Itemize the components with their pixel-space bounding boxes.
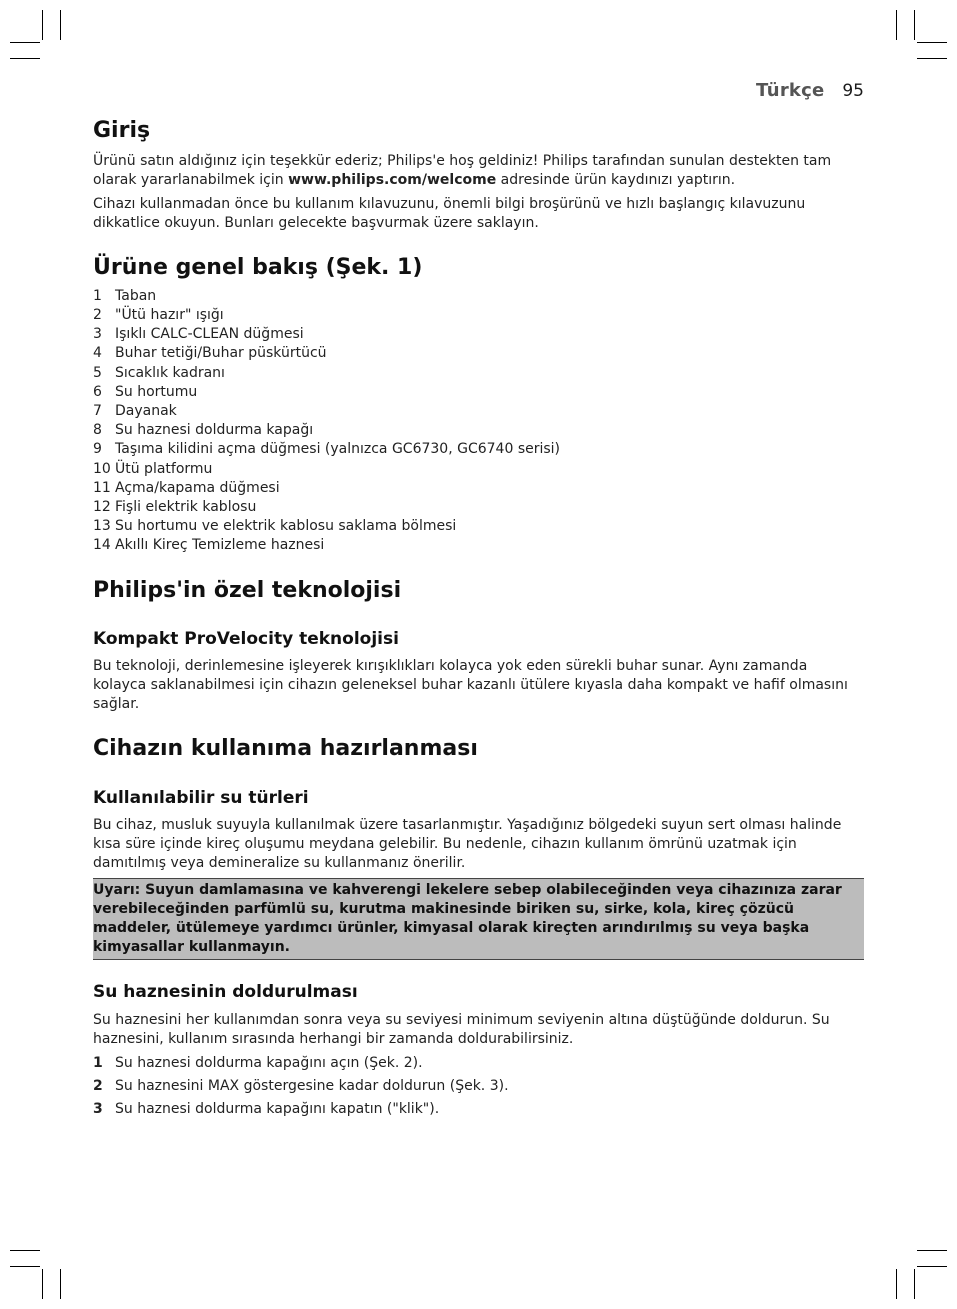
overview-list	[93, 287, 864, 556]
preparation-section	[93, 736, 864, 1118]
technology-title: Philips'in özel teknolojisi	[93, 577, 402, 603]
list-item	[93, 287, 864, 306]
crop-mark	[10, 1266, 40, 1267]
list-item-number: 13	[93, 518, 111, 535]
list-item-label: Buhar tetiği/Buhar püskürtücü	[115, 345, 327, 362]
list-item-number: 8	[93, 422, 102, 439]
list-item-number: 12	[93, 499, 111, 516]
list-item	[93, 364, 864, 383]
step-number: 1	[93, 1054, 103, 1071]
list-item-label: Su haznesi doldurma kapağı	[115, 422, 314, 439]
list-item-number: 1	[93, 287, 102, 304]
list-item-label: Ütü platformu	[115, 460, 213, 477]
fill-text: Su haznesini her kullanımdan sonra veya su seviyesi minimum seviyenin altına düştüğünde doldurun. Su haznesini, kullanım sırasında herhangi bir zamanda doldurabilirsiniz.	[93, 1011, 830, 1047]
page-content	[93, 118, 864, 1123]
step-number: 2	[93, 1077, 103, 1094]
list-item	[93, 344, 864, 363]
list-item	[93, 517, 864, 536]
intro-paragraph-1	[93, 152, 864, 190]
list-item-number: 6	[93, 383, 102, 400]
crop-mark	[42, 1269, 43, 1299]
list-item	[93, 440, 864, 459]
water-types-title: Kullanılabilir su türleri	[93, 787, 309, 808]
list-item-label: Dayanak	[115, 403, 177, 419]
list-item-number: 3	[93, 326, 102, 343]
crop-mark	[917, 1266, 947, 1267]
list-item-label: Fişli elektrik kablosu	[115, 499, 257, 516]
list-item-number: 7	[93, 403, 102, 419]
list-item-label: Akıllı Kireç Temizleme haznesi	[115, 537, 325, 554]
crop-mark	[10, 58, 40, 59]
step-item	[93, 1100, 864, 1119]
list-item-label: Su hortumu ve elektrik kablosu saklama bölmesi	[115, 518, 457, 535]
crop-mark	[917, 1250, 947, 1251]
intro-title: Giriş	[93, 118, 151, 143]
crop-mark	[60, 10, 61, 40]
crop-mark	[10, 1250, 40, 1251]
page-header	[756, 80, 864, 101]
crop-mark	[917, 58, 947, 59]
list-item	[93, 536, 864, 555]
list-item	[93, 460, 864, 479]
technology-subtitle: Kompakt ProVelocity teknolojisi	[93, 629, 399, 650]
technology-section	[93, 578, 864, 715]
intro-section	[93, 118, 864, 233]
list-item-number: 10	[93, 460, 111, 477]
language-label: Türkçe	[756, 80, 825, 101]
step-number: 3	[93, 1100, 103, 1117]
list-item-label: Sıcaklık kadranı	[115, 364, 225, 381]
step-text: Su haznesi doldurma kapağını açın (Şek. 2).	[115, 1054, 423, 1071]
step-item	[93, 1054, 864, 1073]
list-item-number: 14	[93, 537, 111, 554]
list-item	[93, 498, 864, 517]
welcome-link[interactable]: www.philips.com/welcome	[288, 172, 497, 189]
list-item	[93, 325, 864, 344]
list-item-label: Su hortumu	[115, 383, 198, 400]
list-item-number: 11	[93, 479, 111, 496]
list-item-label: Açma/kapama düğmesi	[115, 479, 280, 496]
crop-mark	[896, 10, 897, 40]
step-item	[93, 1077, 864, 1096]
list-item-label: Taşıma kilidini açma düğmesi (yalnızca GC6730, GC6740 serisi)	[115, 441, 561, 458]
list-item-number: 5	[93, 364, 102, 381]
page-number: 95	[842, 81, 864, 101]
preparation-title: Cihazın kullanıma hazırlanması	[93, 736, 478, 762]
technology-text: Bu teknoloji, derinlemesine işleyerek kırışıklıkları kolayca yok eden sürekli buhar sunar. Aynı zamanda kolayca saklanabilmesi için cihazın geleneksel buhar kazanlı ütülere kıyasla daha kompakt ve hafif olmasını sağlar.	[93, 658, 848, 713]
list-item-label: "Ütü hazır" ışığı	[115, 306, 224, 323]
list-item	[93, 383, 864, 402]
crop-mark	[42, 10, 43, 40]
step-text: Su haznesini MAX göstergesine kadar doldurun (Şek. 3).	[115, 1077, 509, 1094]
list-item	[93, 479, 864, 498]
intro-text: Ürünü satın aldığınız için teşekkür ederiz; Philips'e hoş geldiniz! Philips tarafından sunulan destekten tam olarak yararlanabilmek için	[93, 153, 832, 189]
list-item-number: 9	[93, 441, 102, 458]
intro-text: adresinde ürün kaydınızı yaptırın.	[496, 172, 736, 189]
crop-mark	[10, 42, 40, 43]
crop-mark	[60, 1269, 61, 1299]
overview-section	[93, 255, 864, 555]
crop-mark	[917, 42, 947, 43]
crop-mark	[896, 1269, 897, 1299]
crop-mark	[914, 10, 915, 40]
list-item	[93, 421, 864, 440]
fill-title: Su haznesinin doldurulması	[93, 982, 358, 1003]
warning-box	[93, 878, 864, 960]
overview-title: Ürüne genel bakış (Şek. 1)	[93, 255, 423, 281]
list-item-number: 2	[93, 306, 102, 323]
warning-text: Uyarı: Suyun damlamasına ve kahverengi lekelere sebep olabileceğinden veya cihazınıza zarar verebileceğinden parfümlü su, kurutma makinesinde biriken su, sirke, kola, kireç çözücü maddeler, ütülemeye yardımcı ürünler, kimyasal olarak kireçten arındırılmış su veya başka kimyasallar kullanmayın.	[93, 882, 842, 956]
crop-mark	[914, 1269, 915, 1299]
list-item	[93, 306, 864, 325]
list-item-label: Işıklı CALC-CLEAN düğmesi	[115, 326, 304, 343]
intro-paragraph-2: Cihazı kullanmadan önce bu kullanım kılavuzunu, önemli bilgi broşürünü ve hızlı başlangıç kılavuzunu dikkatlice okuyun. Bunları gelecekte başvurmak üzere saklayın.	[93, 196, 806, 232]
list-item-label: Taban	[115, 287, 157, 304]
fill-steps	[93, 1054, 864, 1119]
list-item	[93, 402, 864, 421]
list-item-number: 4	[93, 345, 102, 362]
step-text: Su haznesi doldurma kapağını kapatın ("klik").	[115, 1100, 440, 1117]
water-types-text: Bu cihaz, musluk suyuyla kullanılmak üzere tasarlanmıştır. Yaşadığınız bölgedeki suyun sert olması halinde kısa süre içinde kireç oluşumu meydana gelebilir. Bu nedenle, cihazın kullanım ömrünü uzatmak için damıtılmış veya demineralize su kullanmanız önerilir.	[93, 817, 842, 872]
